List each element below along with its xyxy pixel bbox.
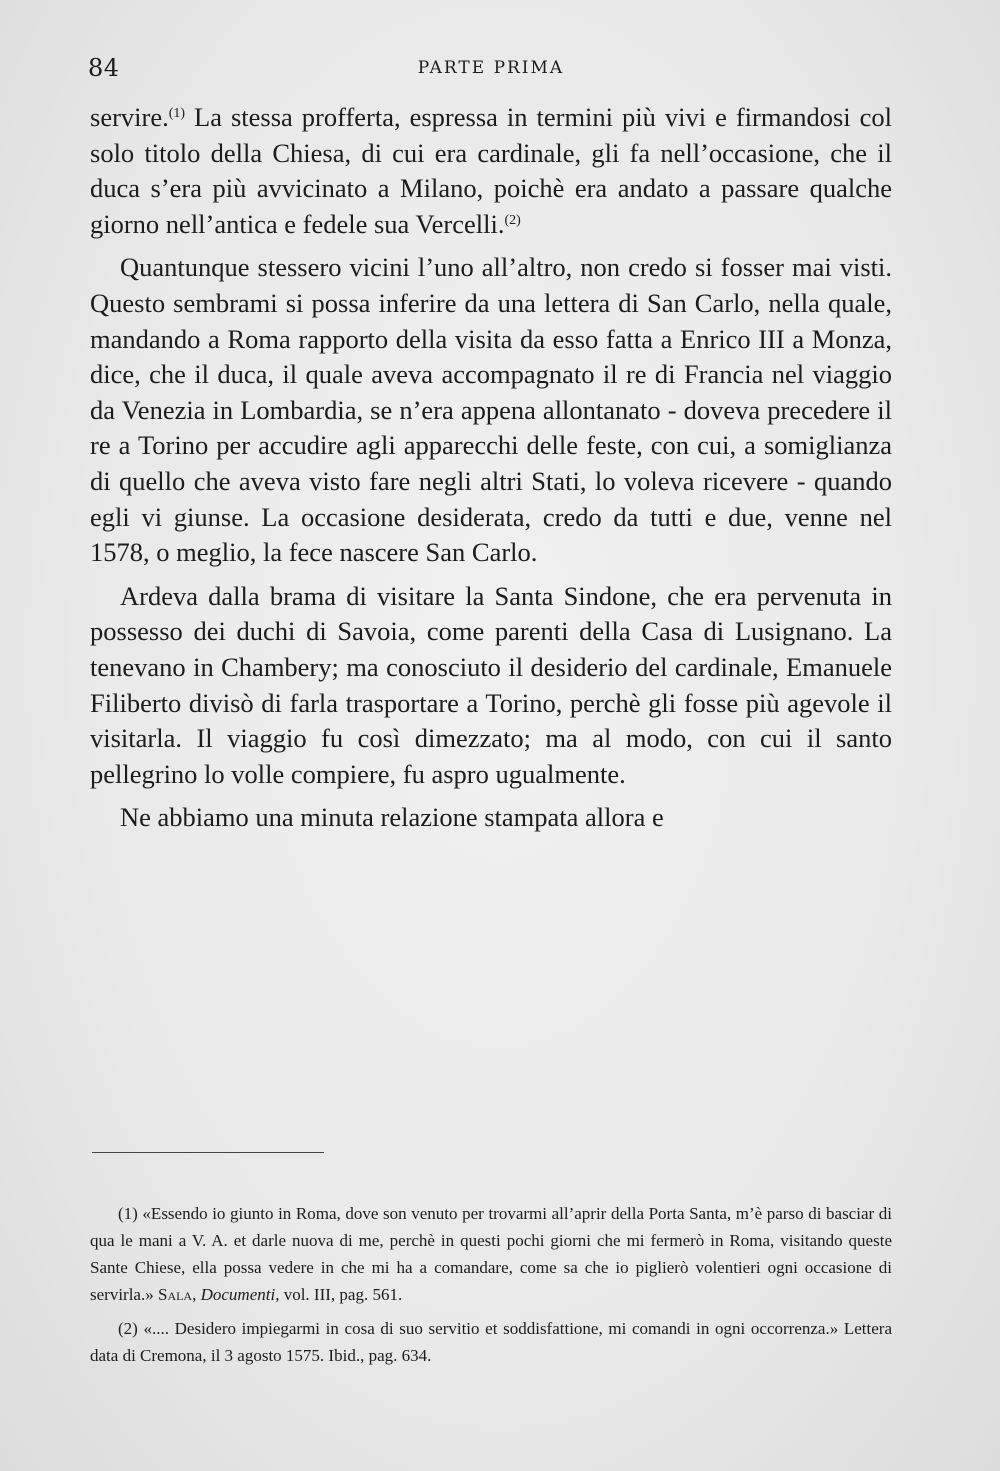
body-text xyxy=(90,100,892,836)
footnotes xyxy=(90,1200,892,1369)
footnote-divider xyxy=(92,1152,324,1153)
footnote-ref-2: (2) xyxy=(504,212,521,228)
page-number: 84 xyxy=(88,54,120,82)
footnote-1-work: Documenti xyxy=(200,1285,276,1304)
footnote-1-text: (1) «Essendo io giunto in Roma, dove son venuto per trovarmi all’aprir della Porta Santa, m’è parso di basciar di qua le mani a V. A. et darle nuova di me, perchè in questi pochi giorni che mi fermerò in Roma, visitando queste Sante Chiese, ella possa vedere in che mi ha a comandare, come sa che io piglierò volentieri ogni occasione di servirla.» xyxy=(90,1204,892,1304)
running-title: PARTE PRIMA xyxy=(417,58,565,78)
footnote-1 xyxy=(90,1200,892,1308)
page-header xyxy=(88,54,894,90)
footnote-2: (2) «.... Desidero impiegarmi in cosa di suo servitio et soddisfattione, mi comandi in ogni occorrenza.» Lettera data di Cremona, il 3 agosto 1575. Ibid., pag. 634. xyxy=(90,1319,892,1365)
paragraph-2: Quantunque stessero vicini l’uno all’altro, non credo si fosser mai visti. Questo sembrami si possa inferire da una lettera di San Carlo, nella quale, mandando a Roma rapporto della visita da esso fatta a Enrico III a Monza, dice, che il duca, il quale aveva accompagnato il re di Francia nel viaggio da Venezia in Lombardia, se n’era appena allontanato - doveva precedere il re a Torino per accudire agli apparecchi delle feste, con cui, a somiglianza di quello che aveva visto fare negli altri Stati, lo voleva ricevere - quando egli vi giunse. La occasione desiderata, credo da tutti e due, venne nel 1578, o meglio, la fece nascere San Carlo. xyxy=(90,252,892,568)
footnote-1-source: Sala xyxy=(157,1285,193,1304)
paragraph-1-text-a: servire. xyxy=(90,102,169,132)
footnote-1-ref: , vol. III, pag. 561. xyxy=(275,1285,403,1304)
paragraph-4: Ne abbiamo una minuta relazione stampata allora e xyxy=(120,802,664,833)
footnote-ref-1: (1) xyxy=(168,106,186,121)
footnote-1-source-sep: , xyxy=(192,1285,201,1304)
paragraph-1 xyxy=(90,100,892,242)
paragraph-1-text-b: La stessa profferta, espressa in termini più vivi e firmandosi col solo titolo della Chiesa, di cui era cardinale, gli fa nell’occasione, che il duca s’era più avvicinato a Milano, poichè era andato a passare qualche giorno nell’antica e fedele sua Vercelli. xyxy=(90,102,892,239)
paragraph-3: Ardeva dalla brama di visitare la Santa Sindone, che era pervenuta in possesso dei duchi di Savoia, come parenti della Casa di Lusignano. La tenevano in Chambery; ma conosciuto il desiderio del cardinale, Emanuele Filiberto divisò di farla trasportare a Torino, perchè gli fosse più agevole il visitarla. Il viaggio fu così dimezzato; ma al modo, con cui il santo pellegrino lo volle compiere, fu aspro ugualmente. xyxy=(90,580,892,789)
